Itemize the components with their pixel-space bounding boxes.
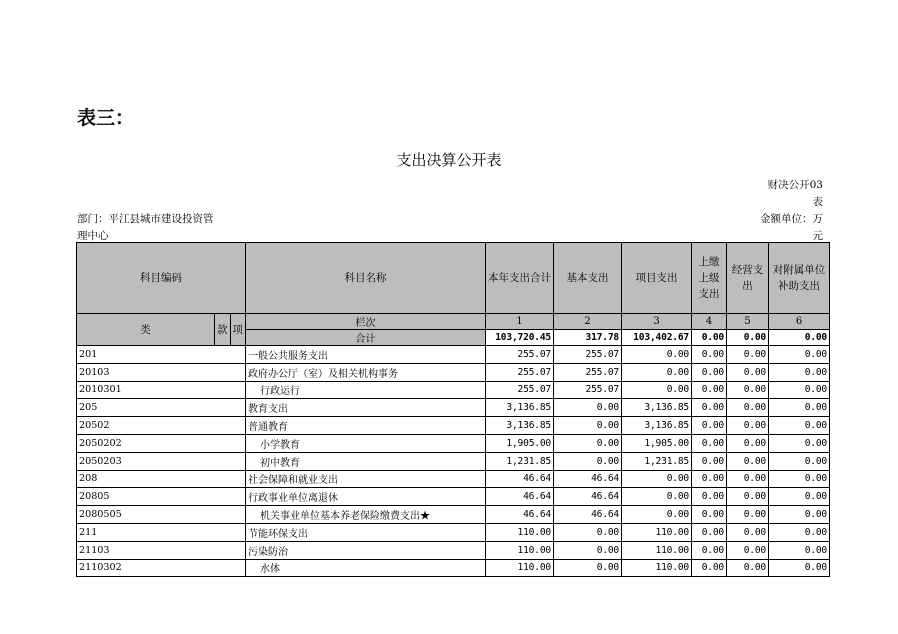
header-operating: 经营支出 <box>727 243 769 314</box>
amount-cell: 0.00 <box>769 541 830 559</box>
amount-cell: 1,231.85 <box>486 452 554 470</box>
table-row <box>77 523 830 541</box>
header-xiang: 项 <box>230 314 246 346</box>
amount-cell: 0.00 <box>692 417 727 435</box>
amount-cell: 0.00 <box>727 488 769 506</box>
col-number: 1 <box>486 314 554 330</box>
amount-cell: 255.07 <box>486 346 554 364</box>
subject-name: 水体 <box>246 559 486 577</box>
header-row <box>77 243 830 314</box>
subject-code: 201 <box>77 346 246 364</box>
total-value: 103,402.67 <box>622 330 692 346</box>
amount-cell: 0.00 <box>769 434 830 452</box>
amount-cell: 255.07 <box>554 381 622 399</box>
amount-cell: 0.00 <box>769 559 830 577</box>
amount-cell: 110.00 <box>486 541 554 559</box>
amount-cell: 0.00 <box>692 470 727 488</box>
total-value: 317.78 <box>554 330 622 346</box>
total-value: 0.00 <box>769 330 830 346</box>
amount-cell: 3,136.85 <box>622 417 692 435</box>
department-label: 部门：平江县城市建设投资管 <box>77 213 214 225</box>
amount-cell: 0.00 <box>622 363 692 381</box>
amount-cell: 0.00 <box>692 523 727 541</box>
amount-cell: 0.00 <box>727 452 769 470</box>
table-row <box>77 541 830 559</box>
subject-code: 2050202 <box>77 434 246 452</box>
amount-cell: 110.00 <box>622 541 692 559</box>
col-number: 2 <box>554 314 622 330</box>
amount-cell: 46.64 <box>554 488 622 506</box>
amount-cell: 46.64 <box>486 506 554 524</box>
amount-cell: 110.00 <box>486 559 554 577</box>
subject-name: 行政事业单位离退休 <box>246 488 486 506</box>
amount-cell: 0.00 <box>769 488 830 506</box>
amount-cell: 46.64 <box>486 470 554 488</box>
amount-cell: 0.00 <box>727 417 769 435</box>
amount-cell: 0.00 <box>769 452 830 470</box>
amount-cell: 3,136.85 <box>622 399 692 417</box>
header-total: 本年支出合计 <box>486 243 554 314</box>
subject-name: 教育支出 <box>246 399 486 417</box>
amount-cell: 0.00 <box>769 346 830 364</box>
subject-name: 污染防治 <box>246 541 486 559</box>
amount-cell: 0.00 <box>769 363 830 381</box>
table-row <box>77 470 830 488</box>
amount-cell: 0.00 <box>622 488 692 506</box>
amount-cell: 0.00 <box>692 559 727 577</box>
amount-cell: 0.00 <box>769 381 830 399</box>
total-label: 合计 <box>246 330 486 346</box>
form-number: 财决公开03 <box>767 179 823 191</box>
total-value: 103,720.45 <box>486 330 554 346</box>
amount-cell: 0.00 <box>554 523 622 541</box>
header-project: 项目支出 <box>622 243 692 314</box>
amount-cell: 0.00 <box>622 381 692 399</box>
subject-code: 21103 <box>77 541 246 559</box>
amount-cell: 0.00 <box>554 452 622 470</box>
header-basic: 基本支出 <box>554 243 622 314</box>
table-row <box>77 434 830 452</box>
subject-code: 211 <box>77 523 246 541</box>
amount-cell: 110.00 <box>486 523 554 541</box>
amount-cell: 46.64 <box>486 488 554 506</box>
expenditure-table <box>76 242 830 577</box>
amount-cell: 0.00 <box>692 399 727 417</box>
amount-cell: 0.00 <box>554 541 622 559</box>
report-heading: 表三： <box>77 107 135 129</box>
amount-cell: 0.00 <box>769 417 830 435</box>
form-number-cont: 表 <box>812 196 823 208</box>
header-name: 科目名称 <box>246 243 486 314</box>
amount-unit: 金额单位：万 <box>760 213 823 225</box>
subject-name: 节能环保支出 <box>246 523 486 541</box>
subject-code: 208 <box>77 470 246 488</box>
table-row <box>77 363 830 381</box>
table-row <box>77 452 830 470</box>
amount-cell: 0.00 <box>622 346 692 364</box>
amount-cell: 3,136.85 <box>486 399 554 417</box>
column-index-row <box>77 314 830 330</box>
subject-name: 行政运行 <box>246 381 486 399</box>
col-number: 5 <box>727 314 769 330</box>
amount-cell: 0.00 <box>692 488 727 506</box>
amount-cell: 0.00 <box>554 417 622 435</box>
amount-cell: 0.00 <box>727 559 769 577</box>
amount-cell: 0.00 <box>727 363 769 381</box>
amount-cell: 0.00 <box>727 434 769 452</box>
amount-unit-cont: 元 <box>812 230 823 242</box>
amount-cell: 0.00 <box>692 452 727 470</box>
amount-cell: 0.00 <box>692 541 727 559</box>
amount-cell: 0.00 <box>769 523 830 541</box>
amount-cell: 255.07 <box>486 363 554 381</box>
col-number: 4 <box>692 314 727 330</box>
subject-code: 20805 <box>77 488 246 506</box>
amount-cell: 46.64 <box>554 506 622 524</box>
amount-cell: 0.00 <box>727 381 769 399</box>
amount-cell: 0.00 <box>727 523 769 541</box>
table-row <box>77 488 830 506</box>
table-row <box>77 559 830 577</box>
table-row <box>77 346 830 364</box>
subject-code: 2110302 <box>77 559 246 577</box>
amount-cell: 0.00 <box>554 399 622 417</box>
table-row <box>77 399 830 417</box>
amount-cell: 1,231.85 <box>622 452 692 470</box>
col-number: 3 <box>622 314 692 330</box>
amount-cell: 0.00 <box>727 506 769 524</box>
amount-cell: 46.64 <box>554 470 622 488</box>
amount-cell: 110.00 <box>622 523 692 541</box>
header-subsidy: 对附属单位补助支出 <box>769 243 830 314</box>
amount-cell: 0.00 <box>727 346 769 364</box>
subject-name: 普通教育 <box>246 417 486 435</box>
header-kuan: 款 <box>215 314 231 346</box>
subject-code: 2080505 <box>77 506 246 524</box>
amount-cell: 0.00 <box>622 470 692 488</box>
amount-cell: 0.00 <box>692 381 727 399</box>
table-row <box>77 417 830 435</box>
subject-name: 小学教育 <box>246 434 486 452</box>
amount-cell: 0.00 <box>727 399 769 417</box>
subject-name: 政府办公厅（室）及相关机构事务 <box>246 363 486 381</box>
table-row <box>77 381 830 399</box>
amount-cell: 255.07 <box>486 381 554 399</box>
subject-code: 20502 <box>77 417 246 435</box>
amount-cell: 0.00 <box>769 399 830 417</box>
subject-name: 初中教育 <box>246 452 486 470</box>
amount-cell: 0.00 <box>692 506 727 524</box>
amount-cell: 255.07 <box>554 346 622 364</box>
table-row <box>77 506 830 524</box>
amount-cell: 110.00 <box>622 559 692 577</box>
amount-cell: 1,905.00 <box>486 434 554 452</box>
amount-cell: 255.07 <box>554 363 622 381</box>
total-value: 0.00 <box>692 330 727 346</box>
subject-name: 机关事业单位基本养老保险缴费支出★ <box>246 506 486 524</box>
header-lei: 类 <box>77 314 215 346</box>
page-title: 支出决算公开表 <box>396 151 502 169</box>
header-lanci: 栏次 <box>246 314 486 330</box>
subject-name: 社会保障和就业支出 <box>246 470 486 488</box>
amount-cell: 0.00 <box>692 346 727 364</box>
department-label-cont: 理中心 <box>77 230 109 242</box>
amount-cell: 0.00 <box>769 470 830 488</box>
amount-cell: 0.00 <box>622 506 692 524</box>
amount-cell: 0.00 <box>554 434 622 452</box>
amount-cell: 0.00 <box>692 363 727 381</box>
subject-code: 205 <box>77 399 246 417</box>
subject-name: 一般公共服务支出 <box>246 346 486 364</box>
amount-cell: 0.00 <box>554 559 622 577</box>
total-value: 0.00 <box>727 330 769 346</box>
amount-cell: 3,136.85 <box>486 417 554 435</box>
col-number: 6 <box>769 314 830 330</box>
subject-code: 20103 <box>77 363 246 381</box>
amount-cell: 1,905.00 <box>622 434 692 452</box>
amount-cell: 0.00 <box>692 434 727 452</box>
subject-code: 2050203 <box>77 452 246 470</box>
amount-cell: 0.00 <box>727 541 769 559</box>
header-upper: 上缴上级支出 <box>692 243 727 314</box>
header-code: 科目编码 <box>77 243 246 314</box>
amount-cell: 0.00 <box>769 506 830 524</box>
amount-cell: 0.00 <box>727 470 769 488</box>
subject-code: 2010301 <box>77 381 246 399</box>
